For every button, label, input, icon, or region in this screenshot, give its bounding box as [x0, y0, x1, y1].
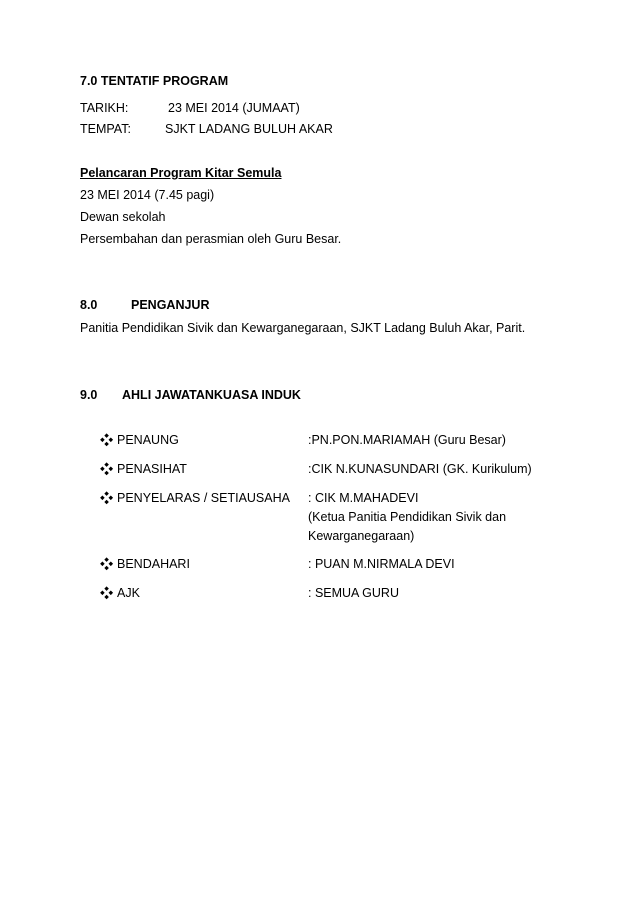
committee-value-penaung: :PN.PON.MARIAMAH (Guru Besar) [308, 433, 506, 447]
committee-value-penasihat: :CIK N.KUNASUNDARI (GK. Kurikulum) [308, 462, 532, 476]
committee-value-penyelaras-extra-2: Kewarganegaraan) [308, 529, 415, 543]
section-9-number: 9.0 [80, 388, 98, 402]
committee-value-penyelaras-extra-1: (Ketua Panitia Pendidikan Sivik dan [308, 510, 507, 524]
section-8-title: PENGANJUR [131, 298, 210, 312]
committee-value-bendahari: : PUAN M.NIRMALA DEVI [308, 557, 455, 571]
tarikh-label: TARIKH: [80, 101, 129, 115]
section-8-text: Panitia Pendidikan Sivik dan Kewarganegaraan, SJKT Ladang Buluh Akar, Parit. [80, 321, 526, 335]
section-8-number: 8.0 [80, 298, 98, 312]
tarikh-value: 23 MEI 2014 (JUMAAT) [168, 101, 300, 115]
committee-role-penyelaras: PENYELARAS / SETIAUSAHA [117, 491, 290, 505]
diamond-dots-bullet-icon [100, 556, 114, 572]
committee-role-bendahari: BENDAHARI [117, 557, 190, 571]
diamond-dots-bullet-icon [100, 432, 114, 448]
diamond-dots-bullet-icon [100, 461, 114, 477]
program-date-line: 23 MEI 2014 (7.45 pagi) [80, 188, 215, 202]
diamond-dots-bullet-icon [100, 490, 114, 506]
tempat-label: TEMPAT: [80, 122, 131, 136]
tempat-value: SJKT LADANG BULUH AKAR [165, 122, 333, 136]
committee-role-penaung: PENAUNG [117, 433, 179, 447]
section-7-heading: 7.0 TENTATIF PROGRAM [80, 74, 229, 88]
section-9-title: AHLI JAWATANKUASA INDUK [122, 388, 301, 402]
program-subheading: Pelancaran Program Kitar Semula [80, 166, 282, 180]
committee-role-ajk: AJK [117, 586, 140, 600]
committee-value-penyelaras: : CIK M.MAHADEVI [308, 491, 419, 505]
program-description-line: Persembahan dan perasmian oleh Guru Besar. [80, 232, 342, 246]
diamond-dots-bullet-icon [100, 585, 114, 601]
committee-value-ajk: : SEMUA GURU [308, 586, 399, 600]
committee-role-penasihat: PENASIHAT [117, 462, 187, 476]
program-venue-line: Dewan sekolah [80, 210, 166, 224]
